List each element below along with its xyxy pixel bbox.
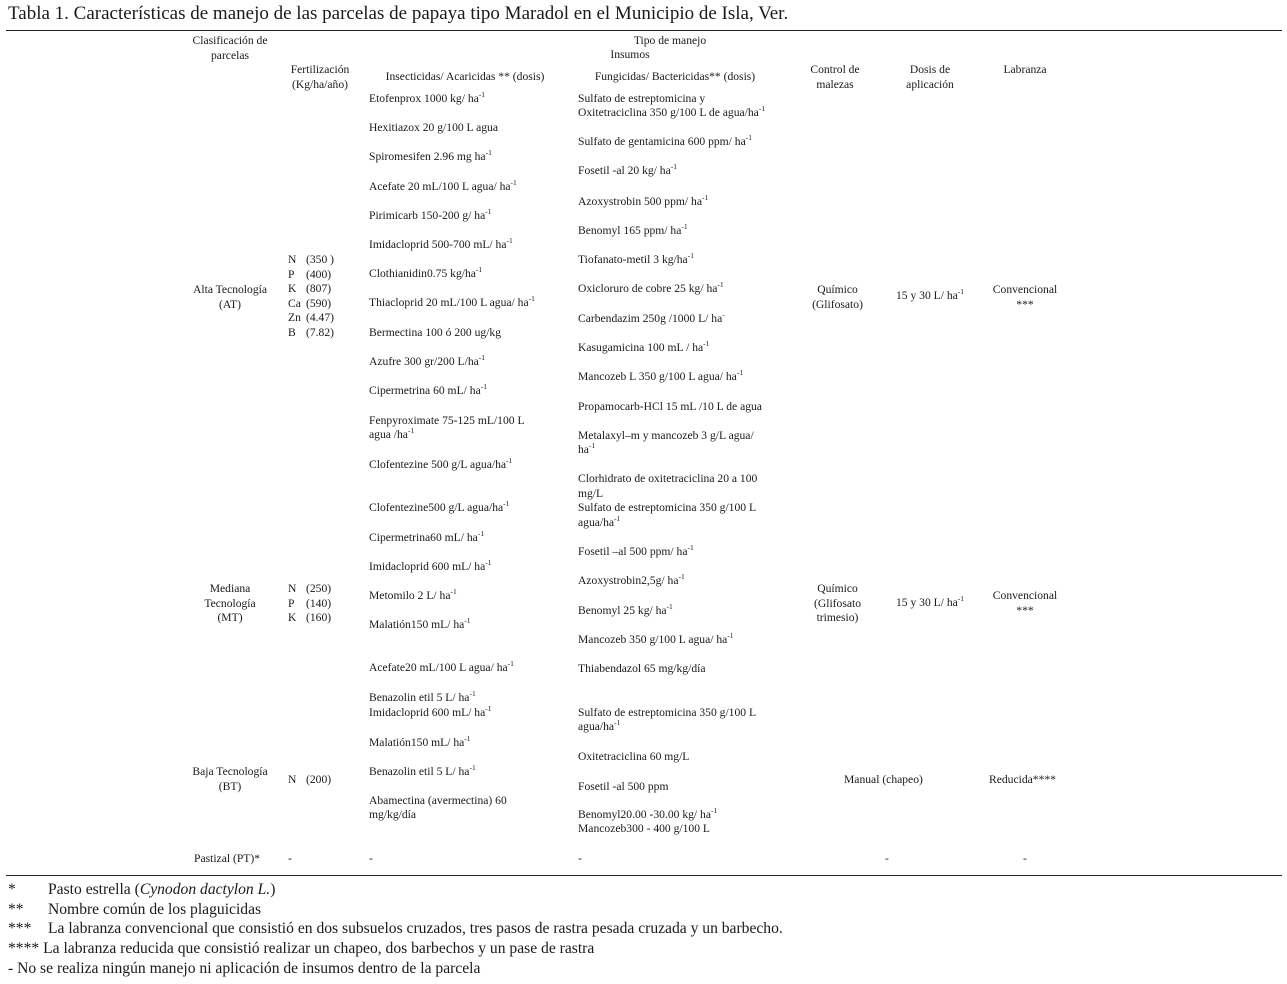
product-line: Imidacloprid 600 mL/ $ha^{-1}$ bbox=[369, 558, 492, 573]
control-dosis-pt: - bbox=[885, 852, 889, 865]
product-line: $ha^{-1}$ bbox=[578, 441, 596, 456]
bottom-rule bbox=[6, 875, 1282, 876]
nutrient-amount: (7.82) bbox=[306, 325, 335, 339]
footnote: *** La labranza convencional que consistió en dos subsuelos cruzados, tres pasos de rastra pesada cruzada y un barbecho. bbox=[8, 920, 783, 937]
footnote: * Pasto estrella (Cynodon dactylon L.) bbox=[8, 881, 276, 898]
product-line: Clothianidin0.75 $kg/ha^{-1}$ bbox=[369, 265, 483, 280]
nutrient-amount: (140) bbox=[306, 596, 332, 610]
product-line: Kasugamicina 100 mL / $ha^{-1}$ bbox=[578, 339, 710, 354]
product-line: mg/L bbox=[578, 487, 604, 500]
product-line: Tiofanato-metil 3 $kg/ha^{-1}$ bbox=[578, 251, 694, 266]
product-line: Metalaxyl–m y mancozeb 3 g/L agua/ bbox=[578, 429, 754, 442]
nutrient-symbol: N bbox=[288, 582, 297, 595]
product-line: Imidacloprid 500-700 mL/ $ha^{-1}$ bbox=[369, 236, 513, 251]
product-line: Metomilo 2 L/ $ha^{-1}$ bbox=[369, 587, 457, 602]
fert-entry bbox=[288, 611, 331, 626]
product-line: Azufre 300 gr/200 $L/ha^{-1}$ bbox=[369, 353, 486, 368]
product-line: Clofentezine500 g/L agua/$ha^{-1}$ bbox=[369, 499, 510, 514]
header-insumos: Insumos bbox=[610, 48, 650, 61]
product-line: Benomyl20.00 -30.00 kg/ $ha^{-1}$ bbox=[578, 806, 718, 821]
fert-entry bbox=[288, 268, 334, 283]
nutrient-symbol: K bbox=[288, 282, 297, 296]
header-insecticidas: Insecticidas/ Acaricidas ** (dosis) bbox=[385, 70, 545, 83]
product-line: Malatión150 mL/ $ha^{-1}$ bbox=[369, 734, 471, 749]
header-fertilizacion: Fertilización (Kg/ha/año) bbox=[290, 63, 350, 91]
product-line: Azoxystrobin 500 ppm/ $ha^{-1}$ bbox=[578, 193, 709, 208]
nutrient-amount: (160) bbox=[306, 611, 332, 625]
product-line: Fosetil -al 20 kg/ $ha^{-1}$ bbox=[578, 162, 677, 177]
header-fungicidas: Fungicidas/ Bactericidas** (dosis) bbox=[594, 70, 756, 83]
footnote: ** Nombre común de los plaguicidas bbox=[8, 901, 262, 918]
product-line: Abamectina (avermectina) 60 bbox=[369, 794, 507, 807]
product-line: Cipermetrina 60 mL/ $ha^{-1}$ bbox=[369, 382, 487, 397]
product-line: Benazolin etil 5 L/ $ha^{-1}$ bbox=[369, 689, 476, 704]
product-line: Clorhidrato de oxitetraciclina 20 a 100 bbox=[578, 472, 758, 485]
product-line: Oxitetraciclina 350 g/100 L de agua/$ha^{-1}$ bbox=[578, 104, 766, 119]
product-line: Fosetil -al 500 ppm bbox=[578, 780, 669, 793]
fert-entry bbox=[288, 597, 331, 612]
nutrient-amount: (250) bbox=[306, 582, 332, 595]
nutrient-amount: (400) bbox=[306, 267, 332, 281]
nutrient-amount: (590) bbox=[306, 296, 332, 310]
product-line: Thiacloprid 20 mL/100 L agua/ $ha^{-1}$ bbox=[369, 294, 535, 309]
labranza-bt: Reducida**** bbox=[989, 773, 1056, 786]
product-line: agua $/ha^{-1}$ bbox=[369, 426, 415, 441]
product-line: Malatión150 mL/ $ha^{-1}$ bbox=[369, 616, 471, 631]
labranza-mt: Convencional *** bbox=[992, 589, 1058, 617]
nutrient-amount: (350 ) bbox=[306, 253, 335, 266]
fert-at bbox=[288, 253, 334, 341]
product-line: Mancozeb 350 g/100 L agua/ $ha^{-1}$ bbox=[578, 631, 734, 646]
header-control-malezas: Control de malezas bbox=[810, 63, 860, 91]
dosis-mt: 15 y 30 L/ $ha^{-1}$ bbox=[895, 594, 965, 609]
product-line: Azoxystrobin2,5g/ $ha^{-1}$ bbox=[578, 572, 685, 587]
labranza-pt: - bbox=[1023, 852, 1027, 865]
fert-entry bbox=[288, 253, 334, 268]
nutrient-symbol: P bbox=[288, 596, 295, 610]
header-labranza: Labranza bbox=[1003, 63, 1047, 76]
top-rule bbox=[6, 30, 1282, 31]
fert-entry bbox=[288, 282, 334, 297]
nutrient-amount: (807) bbox=[306, 282, 332, 296]
row-label-pt: Pastizal (PT)* bbox=[194, 852, 261, 865]
control-mt: Químico (Glifosato trimesio) bbox=[813, 582, 861, 624]
header-tipo-manejo: Tipo de manejo bbox=[633, 34, 707, 47]
fert-pt: - bbox=[288, 852, 292, 865]
fert-entry bbox=[288, 311, 334, 326]
product-line: Carbendazim 250g /1000 L/ ha- bbox=[578, 310, 725, 325]
fert-entry bbox=[288, 582, 331, 597]
nutrient-symbol: N bbox=[288, 773, 297, 786]
product-line: Pirimicarb 150-200 g/ $ha^{-1}$ bbox=[369, 207, 492, 222]
product-line: Sulfato de estreptomicina 350 g/100 L bbox=[578, 501, 757, 514]
product-line: Thiabendazol 65 mg/kg/día bbox=[578, 662, 706, 675]
nutrient-symbol: P bbox=[288, 267, 295, 281]
fert-entry bbox=[288, 297, 334, 312]
control-at: Químico (Glifosato) bbox=[812, 283, 863, 311]
table-caption: Tabla 1. Características de manejo de las parcelas de papaya tipo Maradol en el Municipio de Isla, Ver. bbox=[8, 3, 789, 24]
product-line: Spiromesifen 2.96 mg $ha^{-1}$ bbox=[369, 148, 492, 163]
product-line: Etofenprox 1000 kg/ $ha^{-1}$ bbox=[369, 90, 486, 105]
fert-entry bbox=[288, 326, 334, 341]
product-line: Clofentezine 500 g/L agua/$ha^{-1}$ bbox=[369, 456, 513, 471]
row-label-at: Alta Tecnología (AT) bbox=[193, 283, 267, 311]
product-line: Propamocarb-HCl 15 mL /10 L de agua bbox=[578, 400, 762, 413]
fert-bt bbox=[288, 773, 331, 788]
product-line: Imidacloprid 600 mL/ $ha^{-1}$ bbox=[369, 704, 492, 719]
fungicidas-pt: - bbox=[578, 852, 582, 865]
row-label-bt: Baja Tecnología (BT) bbox=[192, 765, 268, 793]
product-line: Oxicloruro de cobre 25 kg/ $ha^{-1}$ bbox=[578, 280, 724, 295]
product-line: Sulfato de gentamicina 600 ppm/ $ha^{-1}$ bbox=[578, 133, 752, 148]
product-line: Mancozeb L 350 g/100 L agua/ $ha^{-1}$ bbox=[578, 368, 744, 383]
insecticidas-pt: - bbox=[369, 852, 373, 865]
fert-mt bbox=[288, 582, 331, 626]
product-line: Sulfato de estreptomicina 350 g/100 L bbox=[578, 706, 757, 719]
product-line: Oxitetraciclina 60 mg/L bbox=[578, 750, 690, 763]
product-line: Hexitiazox 20 g/100 L agua bbox=[369, 121, 498, 134]
nutrient-symbol: Ca bbox=[288, 296, 301, 310]
nutrient-amount: (4.47) bbox=[306, 311, 335, 325]
product-line: mg/kg/día bbox=[369, 808, 417, 821]
nutrient-symbol: B bbox=[288, 325, 296, 339]
product-line: Acefate20 mL/100 L agua/ $ha^{-1}$ bbox=[369, 659, 514, 674]
product-line: Benomyl 165 ppm/ $ha^{-1}$ bbox=[578, 222, 688, 237]
product-line: Sulfato de estreptomicina y bbox=[578, 92, 706, 105]
control-dosis-bt: Manual (chapeo) bbox=[844, 773, 923, 786]
row-label-mt: Mediana Tecnología (MT) bbox=[204, 582, 256, 624]
product-line: Bermectina 100 ó 200 ug/kg bbox=[369, 326, 502, 339]
nutrient-symbol: N bbox=[288, 253, 297, 266]
product-line: Fosetil –al 500 ppm/ $ha^{-1}$ bbox=[578, 543, 694, 558]
labranza-at: Convencional *** bbox=[992, 283, 1058, 311]
header-clasificacion: Clasificación de parcelas bbox=[192, 34, 268, 62]
fert-entry bbox=[288, 773, 331, 788]
product-line: Mancozeb300 - 400 g/100 L bbox=[578, 822, 711, 835]
header-dosis: Dosis de aplicación bbox=[906, 63, 954, 91]
nutrient-amount: (200) bbox=[306, 773, 332, 786]
nutrient-symbol: K bbox=[288, 611, 297, 625]
product-line: Fenpyroximate 75-125 mL/100 L bbox=[369, 414, 525, 427]
product-line: agua/$ha^{-1}$ bbox=[578, 718, 621, 733]
product-line: agua/$ha^{-1}$ bbox=[578, 514, 621, 529]
dosis-at: 15 y 30 L/ $ha^{-1}$ bbox=[895, 287, 965, 302]
product-line: Cipermetrina60 mL/ $ha^{-1}$ bbox=[369, 529, 485, 544]
footnote: - No se realiza ningún manejo ni aplicación de insumos dentro de la parcela bbox=[8, 960, 481, 977]
product-line: Benomyl 25 kg/ $ha^{-1}$ bbox=[578, 602, 673, 617]
product-line: Acefate 20 mL/100 L agua/ $ha^{-1}$ bbox=[369, 178, 517, 193]
product-line: Benazolin etil 5 L/ $ha^{-1}$ bbox=[369, 763, 476, 778]
footnote: **** La labranza reducida que consistió realizar un chapeo, dos barbechos y un pase de rastra bbox=[8, 940, 595, 957]
nutrient-symbol: Zn bbox=[288, 311, 301, 325]
